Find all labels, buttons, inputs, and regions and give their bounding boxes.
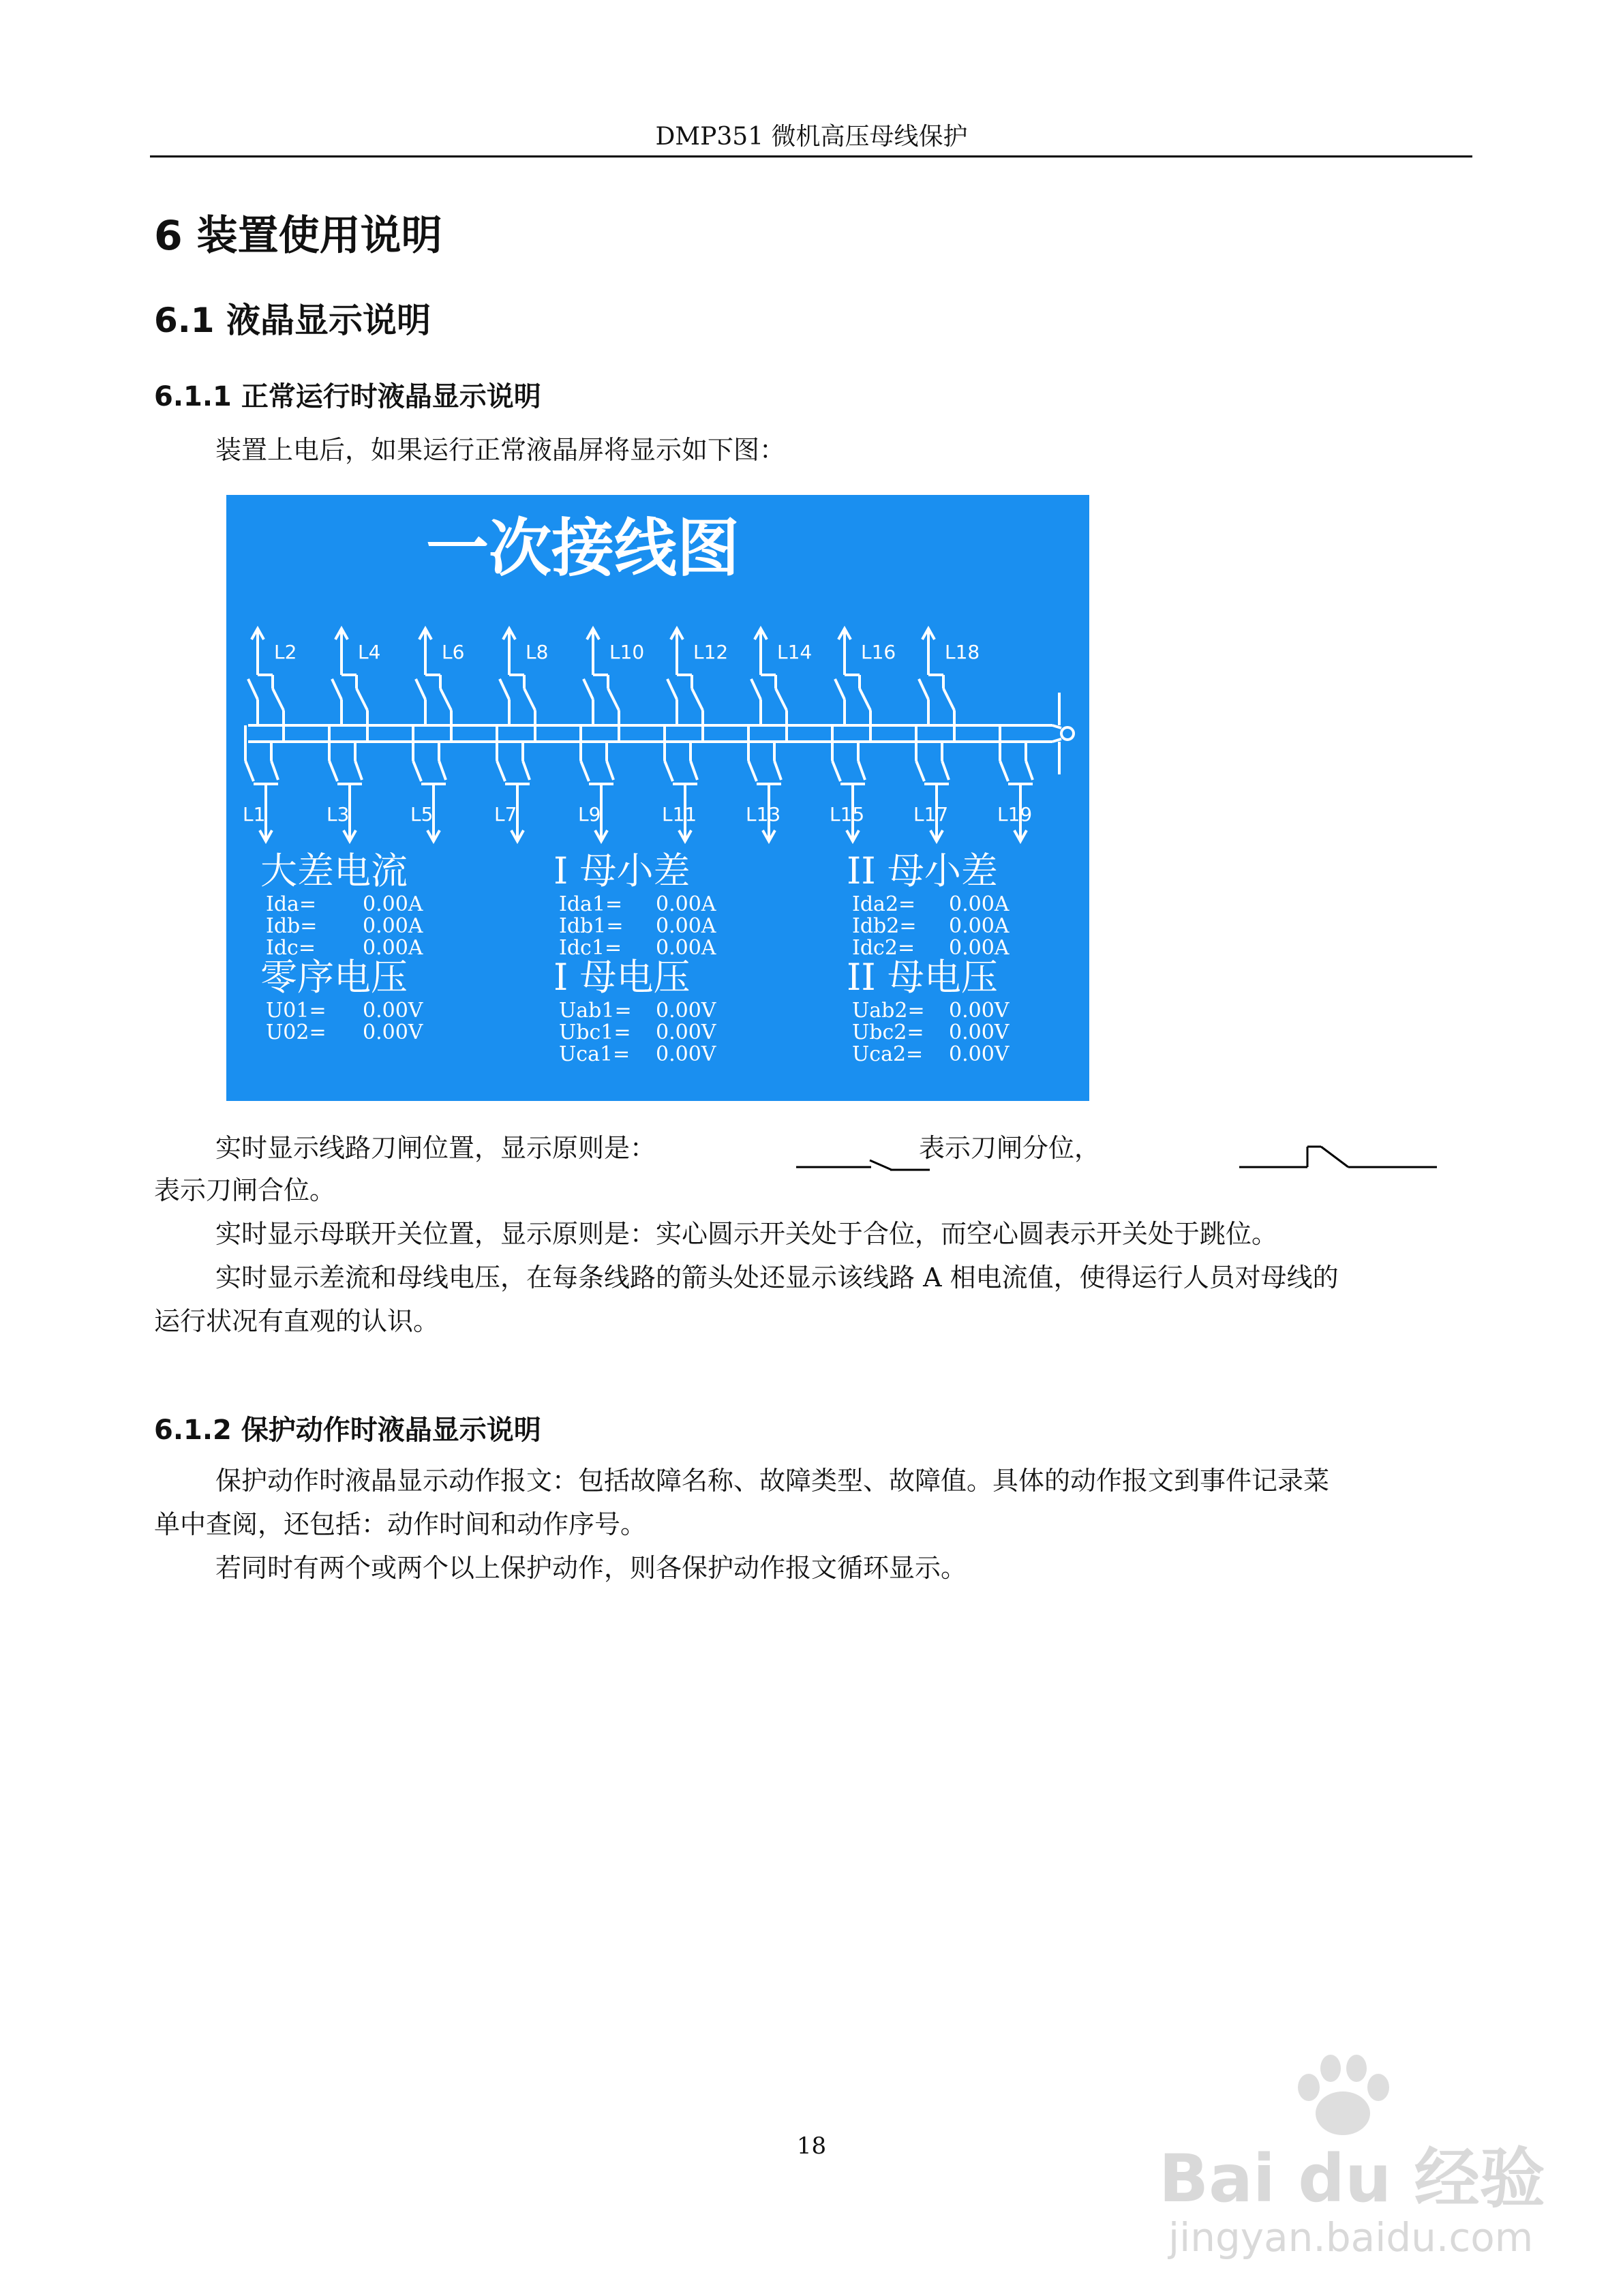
readout-value: 0.00V (949, 1021, 1010, 1044)
readout-value: 0.00A (656, 914, 716, 938)
readout-group-title: I 母电压 (553, 956, 691, 999)
baidu-watermark (1159, 2052, 1568, 2277)
protection-paragraph-line1: 保护动作时液晶显示动作报文：包括故障名称、故障类型、故障值。具体的动作报文到事件记录菜 (215, 1466, 1330, 1496)
feeder-label: L18 (945, 641, 980, 663)
readout-label: Idc= (266, 936, 316, 960)
readout-group-title: II 母小差 (847, 849, 998, 892)
readout-label: Idc2= (852, 936, 915, 960)
readout-label: Idb1= (559, 914, 624, 938)
feeder-label: L7 (494, 803, 517, 826)
readout-label: Ida2= (852, 892, 916, 916)
intro-paragraph: 装置上电后，如果运行正常液晶屏将显示如下图： (215, 435, 786, 465)
readout-value: 0.00A (949, 936, 1010, 960)
lcd-screen-figure (226, 495, 1089, 1101)
switch-explain-text-a: 实时显示线路刀闸位置，显示原则是： (215, 1133, 656, 1163)
readout-value: 0.00A (949, 914, 1010, 938)
readout-value: 0.00V (656, 999, 716, 1023)
section-heading-6-1: 6.1 液晶显示说明 (154, 301, 431, 340)
protection-paragraph-line3: 若同时有两个或两个以上保护动作，则各保护动作报文循环显示。 (215, 1553, 967, 1583)
readout-value: 0.00V (949, 999, 1010, 1023)
readout-value: 0.00V (363, 1021, 423, 1044)
closed-switch-symbol (1239, 1137, 1437, 1173)
watermark-brand: Bai du 经验 (1159, 2141, 1545, 2217)
readout-value: 0.00A (949, 892, 1010, 916)
feeder-label: L15 (830, 803, 865, 826)
readout-label: Ida1= (559, 892, 623, 916)
readout-value: 0.00A (363, 914, 423, 938)
readout-group-title: 零序电压 (260, 956, 408, 999)
feeder-label: L10 (609, 641, 645, 663)
feeder-label: L1 (243, 803, 266, 826)
feeder-label: L11 (662, 803, 697, 826)
section-heading-6: 6 装置使用说明 (154, 212, 442, 260)
feeder-label: L4 (358, 641, 381, 663)
readout-group-title: 大差电流 (260, 849, 408, 892)
readout-group-title: II 母电压 (847, 956, 998, 999)
readout-label: Ubc1= (559, 1021, 631, 1044)
diff-paragraph-line2: 运行状况有直观的认识。 (154, 1306, 440, 1336)
readout-value: 0.00V (949, 1042, 1010, 1066)
feeder-label: L3 (327, 803, 350, 826)
feeder-label: L5 (410, 803, 434, 826)
readout-value: 0.00V (656, 1042, 716, 1066)
feeder-label: L8 (526, 641, 549, 663)
readout-label: Idb= (266, 914, 318, 938)
switch-explain-text-b: 表示刀闸分位， (919, 1133, 1101, 1163)
feeder-label: L6 (442, 641, 465, 663)
readout-label: U01= (266, 999, 327, 1023)
header-title: DMP351 微机高压母线保护 (655, 123, 968, 151)
section-heading-6-1-1: 6.1.1 正常运行时液晶显示说明 (154, 381, 541, 412)
watermark-url: jingyan.baidu.com (1168, 2214, 1534, 2261)
readout-label: Idc1= (559, 936, 622, 960)
readout-value: 0.00A (656, 892, 716, 916)
feeder-label: L19 (997, 803, 1033, 826)
readout-group-title: I 母小差 (553, 849, 691, 892)
readout-label: Uca1= (559, 1042, 631, 1066)
lcd-title: 一次接线图 (425, 512, 740, 585)
readout-label: Idb2= (852, 914, 917, 938)
readout-label: Uca2= (852, 1042, 924, 1066)
breaker-paragraph: 实时显示母联开关位置，显示原则是：实心圆示开关处于合位，而空心圆表示开关处于跳位。 (215, 1219, 1278, 1249)
readout-label: Uab1= (559, 999, 632, 1023)
readout-value: 0.00A (363, 892, 423, 916)
switch-explain-text-c: 表示刀闸合位。 (154, 1175, 336, 1205)
feeder-label: L2 (274, 641, 297, 663)
feeder-label: L13 (746, 803, 781, 826)
feeder-label: L9 (578, 803, 601, 826)
header-rule (150, 155, 1472, 157)
readout-label: U02= (266, 1021, 327, 1044)
readout-label: Ida= (266, 892, 317, 916)
open-switch-symbol (796, 1140, 930, 1174)
readout-value: 0.00A (363, 936, 423, 960)
readout-label: Uab2= (852, 999, 925, 1023)
protection-paragraph-line2: 单中查阅，还包括：动作时间和动作序号。 (154, 1509, 647, 1539)
readout-value: 0.00V (656, 1021, 716, 1044)
feeder-label: L14 (777, 641, 813, 663)
feeder-label: L12 (693, 641, 729, 663)
diff-paragraph-line1: 实时显示差流和母线电压，在每条线路的箭头处还显示该线路 A 相电流值，使得运行人员对母线的 (215, 1263, 1339, 1293)
readout-value: 0.00V (363, 999, 423, 1023)
section-heading-6-1-2: 6.1.2 保护动作时液晶显示说明 (154, 1415, 541, 1446)
feeder-label: L17 (913, 803, 949, 826)
page-number: 18 (796, 2132, 827, 2160)
readout-value: 0.00A (656, 936, 716, 960)
feeder-label: L16 (861, 641, 896, 663)
readout-label: Ubc2= (852, 1021, 924, 1044)
